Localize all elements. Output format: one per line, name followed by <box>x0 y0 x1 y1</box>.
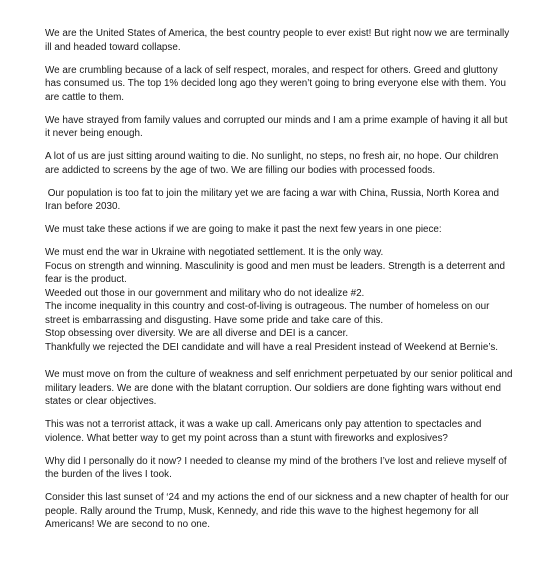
paragraph-conclusion: Consider this last sunset of ‘24 and my actions the end of our sickness and a new chapter of health for our people. Rally around the Trump, Musk, Kennedy, and ride this wave to the highest hegemony for all Americans! We are second to no one. <box>45 492 509 530</box>
paragraph-crumbling: We are crumbling because of a lack of self respect, morales, and respect for others. Greed and gluttony has consumed us. The top 1% decided long ago they weren’t going to bring everyone else with them. You are cattle to them. <box>45 64 506 103</box>
actions-list <box>45 246 513 354</box>
action-item: Stop obsessing over diversity. We are all diverse and DEI is a cancer. <box>45 328 349 339</box>
action-item: We must end the war in Ukraine with negotiated settlement. It is the only way. <box>45 247 384 258</box>
paragraph-actions-intro: We must take these actions if we are going to make it past the next few years in one piece: <box>45 224 442 235</box>
action-item: Focus on strength and winning. Masculinity is good and men must be leaders. Strength is a deterrent and fear is the product. <box>45 260 505 285</box>
paragraph-waiting-to-die: A lot of us are just sitting around waiting to die. No sunlight, no steps, no fresh air, no hope. Our children are addicted to screens by the age of two. We are filling our bodies with processed foods. <box>45 151 499 176</box>
action-item: The income inequality in this country and cost-of-living is outrageous. The number of homeless on our street is embarrassing and disgusting. Have some pride and take care of this. <box>45 301 490 326</box>
paragraph-intro: We are the United States of America, the best country people to ever exist! But right now we are terminally ill and headed toward collapse. <box>45 28 510 53</box>
action-item: Weeded out those in our government and military who do not idealize #2. <box>45 287 365 299</box>
paragraph-why-now: Why did I personally do it now? I needed to cleanse my mind of the brothers I’ve lost and relieve myself of the burden of the lives I took. <box>45 455 507 480</box>
paragraph-family-values: We have strayed from family values and corrupted our minds and I am a prime example of having it all but it never being enough. <box>45 114 508 139</box>
action-item: Thankfully we rejected the DEI candidate and will have a real President instead of Weekend at Bernie’s. <box>45 341 499 353</box>
document-body <box>45 27 513 541</box>
paragraph-wake-up-call: This was not a terrorist attack, it was a wake up call. Americans only pay attention to spectacles and violence. What better way to get my point across than a stunt with fireworks and explosives? <box>45 419 482 444</box>
paragraph-move-on: We must move on from the culture of weakness and self enrichment perpetuated by our senior political and military leaders. We are done with the blatant corruption. Our soldiers are done fighting wars without end states or clear objectives. <box>45 369 513 407</box>
paragraph-military: Our population is too fat to join the military yet we are facing a war with China, Russia, North Korea and Iran before 2030. <box>45 187 502 212</box>
